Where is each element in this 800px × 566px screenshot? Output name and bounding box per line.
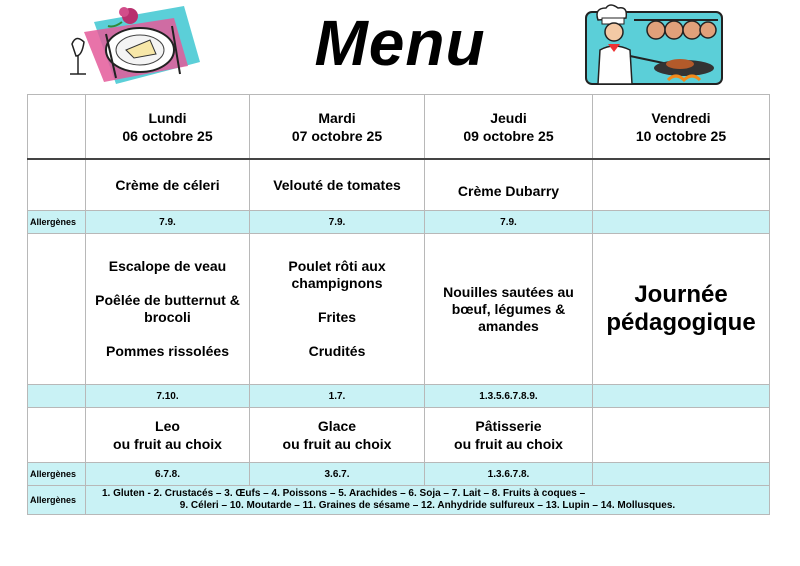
- allergen-code: 7.10.: [86, 385, 250, 408]
- main-course-row: [28, 234, 770, 385]
- dessert-row: [28, 408, 770, 463]
- page-title: Menu: [314, 7, 486, 79]
- day-header-vendredi: Vendredi 10 octobre 25: [593, 95, 770, 160]
- chef-illustration: [584, 4, 724, 86]
- menu-table: [27, 94, 770, 515]
- allergen-code: 3.6.7.: [250, 463, 425, 486]
- allergen-code: 1.7.: [250, 385, 425, 408]
- allergen-code: 6.7.8.: [86, 463, 250, 486]
- day-header-jeudi: Jeudi 09 octobre 25: [425, 95, 593, 160]
- day-header-row: [28, 95, 770, 160]
- soup-vendredi: [593, 159, 770, 211]
- main-jeudi: Nouilles sautées au bœuf, légumes & amandes: [425, 234, 593, 385]
- main-allergens-row: [28, 385, 770, 408]
- allergen-code: 1.3.6.7.8.: [425, 463, 593, 486]
- dessert-allergens-row: [28, 463, 770, 486]
- corner-cell: [28, 95, 86, 160]
- soup-mardi: Velouté de tomates: [250, 159, 425, 211]
- day-header-mardi: Mardi 07 octobre 25: [250, 95, 425, 160]
- allergen-legend: 1. Gluten - 2. Crustacés – 3. Œufs – 4. Poissons – 5. Arachides – 6. Soja – 7. Lait – 8. Fruits à coques – 9. Céleri – 10. Moutarde – 11. Graines de sésame – 12. Anhydride sulfureux – 13. Lupin – 14. Mollusques.: [86, 486, 770, 515]
- dessert-jeudi: Pâtisserie ou fruit au choix: [425, 408, 593, 463]
- allergen-code: 1.3.5.6.7.8.9.: [425, 385, 593, 408]
- main-mardi: Poulet rôti aux champignons Frites Crudités: [250, 234, 425, 385]
- allergens-label: Allergènes: [28, 211, 86, 234]
- allergen-legend-row: [28, 486, 770, 515]
- soup-jeudi: Crème Dubarry: [425, 159, 593, 211]
- day-header-lundi: Lundi 06 octobre 25: [86, 95, 250, 160]
- main-lundi: Escalope de veau Poêlée de butternut & brocoli Pommes rissolées: [86, 234, 250, 385]
- soup-lundi: Crème de céleri: [86, 159, 250, 211]
- allergens-label: Allergènes: [28, 463, 86, 486]
- dinner-plate-illustration: [64, 4, 212, 88]
- allergens-label: Allergènes: [28, 486, 86, 515]
- main-vendredi: Journée pédagogique: [593, 234, 770, 385]
- soup-allergens-row: [28, 211, 770, 234]
- allergen-code: 7.9.: [86, 211, 250, 234]
- dessert-lundi: Leo ou fruit au choix: [86, 408, 250, 463]
- allergen-code: 7.9.: [250, 211, 425, 234]
- soup-row: [28, 159, 770, 211]
- allergen-code: 7.9.: [425, 211, 593, 234]
- dessert-mardi: Glace ou fruit au choix: [250, 408, 425, 463]
